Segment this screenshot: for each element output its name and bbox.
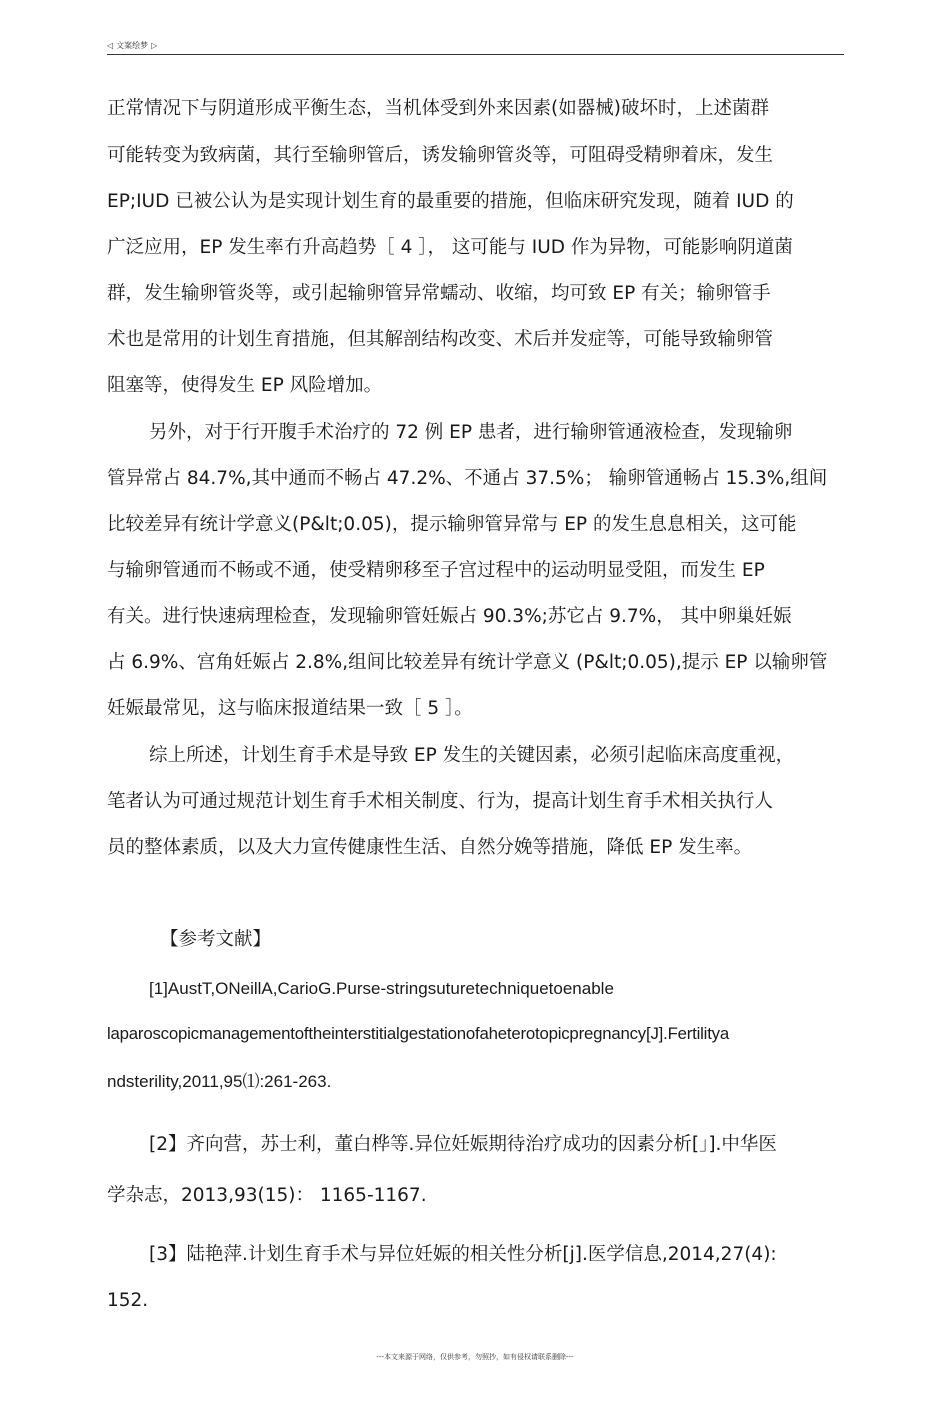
right-triangle-icon: ▷ (151, 41, 158, 50)
body-line: 可能转变为致病菌，其行至输卵管后，诱发输卵管炎等，可阻碍受精卵着床，发生 (107, 145, 774, 166)
page-header (107, 38, 844, 55)
reference-line: laparoscopicmanagementoftheinterstitialgestationofaheterotopicpregnancy[J].Fertilitya (107, 1024, 729, 1043)
reference-line: [3】陆艳萍.计划生育手术与异位妊娠的相关性分析[j].医学信息,2014,27(4): (149, 1244, 777, 1265)
body-line: 另外，对于行开腹手术治疗的 72 例 EP 患者，进行输卵管通液检查，发现输卵 (149, 422, 793, 443)
body-line: 有关。进行快速病理检查，发现输卵管妊娠占 90.3%;苏它占 9.7%， 其中卵巢妊娠 (107, 606, 792, 627)
body-line: 管异常占 84.7%,其中通而不畅占 47.2%、不通占 37.5%； 输卵管通畅占 15.3%,组间 (107, 468, 828, 489)
body-line: 与输卵管通而不畅或不通，使受精卵移至子宫过程中的运动明显受阻，而发生 EP (107, 560, 765, 581)
header-title: 文案绘梦 (116, 41, 149, 50)
body-line: 群，发生输卵管炎等，或引起输卵管异常蠕动、收缩，均可致 EP 有关；输卵管手 (107, 283, 771, 304)
reference-line: [1]AustT,ONeillA,CarioG.Purse-stringsuturetechniquetoenable (149, 979, 614, 998)
body-line: 比较差异有统计学意义(P&lt;0.05)，提示输卵管异常与 EP 的发生息息相关，这可能 (107, 514, 797, 535)
page-footer: ---本文来源于网络，仅供参考，勿照抄，如有侵权请联系删除--- (376, 1353, 574, 1361)
body-line: 广泛应用，EP 发生率冇升高趋势［ 4 ］， 这可能与 IUD 作为异物，可能影响阴道菌 (107, 237, 793, 258)
body-line: 员的整体素质，以及大力宣传健康性生活、自然分娩等措施，降低 EP 发生率。 (107, 837, 753, 858)
body-line: 妊娠最常见，这与临床报道结果一致［ 5 ］。 (107, 698, 473, 719)
body-line: 正常情况下与阴道形成平衡生态，当机体受到外来因素(如器械)破坏时，上述菌群 (107, 98, 769, 119)
references-heading: 【参考文献】 (160, 929, 272, 950)
body-line: 阻塞等，使得发生 EP 风险增加。 (107, 375, 383, 396)
reference-line: [2】齐向营，苏士利，董白桦等.异位妊娠期待治疗成功的因素分析[」].中华医 (149, 1134, 777, 1155)
body-line: 占 6.9%、宫角妊娠占 2.8%,组间比较差异有统计学意义 (P&lt;0.05),提示 EP 以输卵管 (107, 652, 828, 673)
body-line: 术也是常用的计划生育措施，但其解剖结构改变、术后并发症等，可能导致输卵管 (107, 329, 774, 350)
body-line: 综上所述，计划生育手术是导致 EP 发生的关键因素，必须引起临床高度重视， (149, 745, 795, 766)
reference-line: 152. (107, 1290, 149, 1311)
left-triangle-icon: ◁ (107, 41, 114, 50)
body-line: 笔者认为可通过规范计划生育手术相关制度、行为，提高计划生育手术相关执行人 (107, 791, 774, 812)
reference-line: ndsterility,2011,95⑴:261-263. (107, 1072, 332, 1091)
reference-line: 学杂志，2013,93(15)： 1165-1167. (107, 1185, 427, 1206)
body-line: EP;IUD 已被公认为是实现计划生育的最重要的措施，但临床研究发现，随着 IUD 的 (107, 191, 794, 212)
